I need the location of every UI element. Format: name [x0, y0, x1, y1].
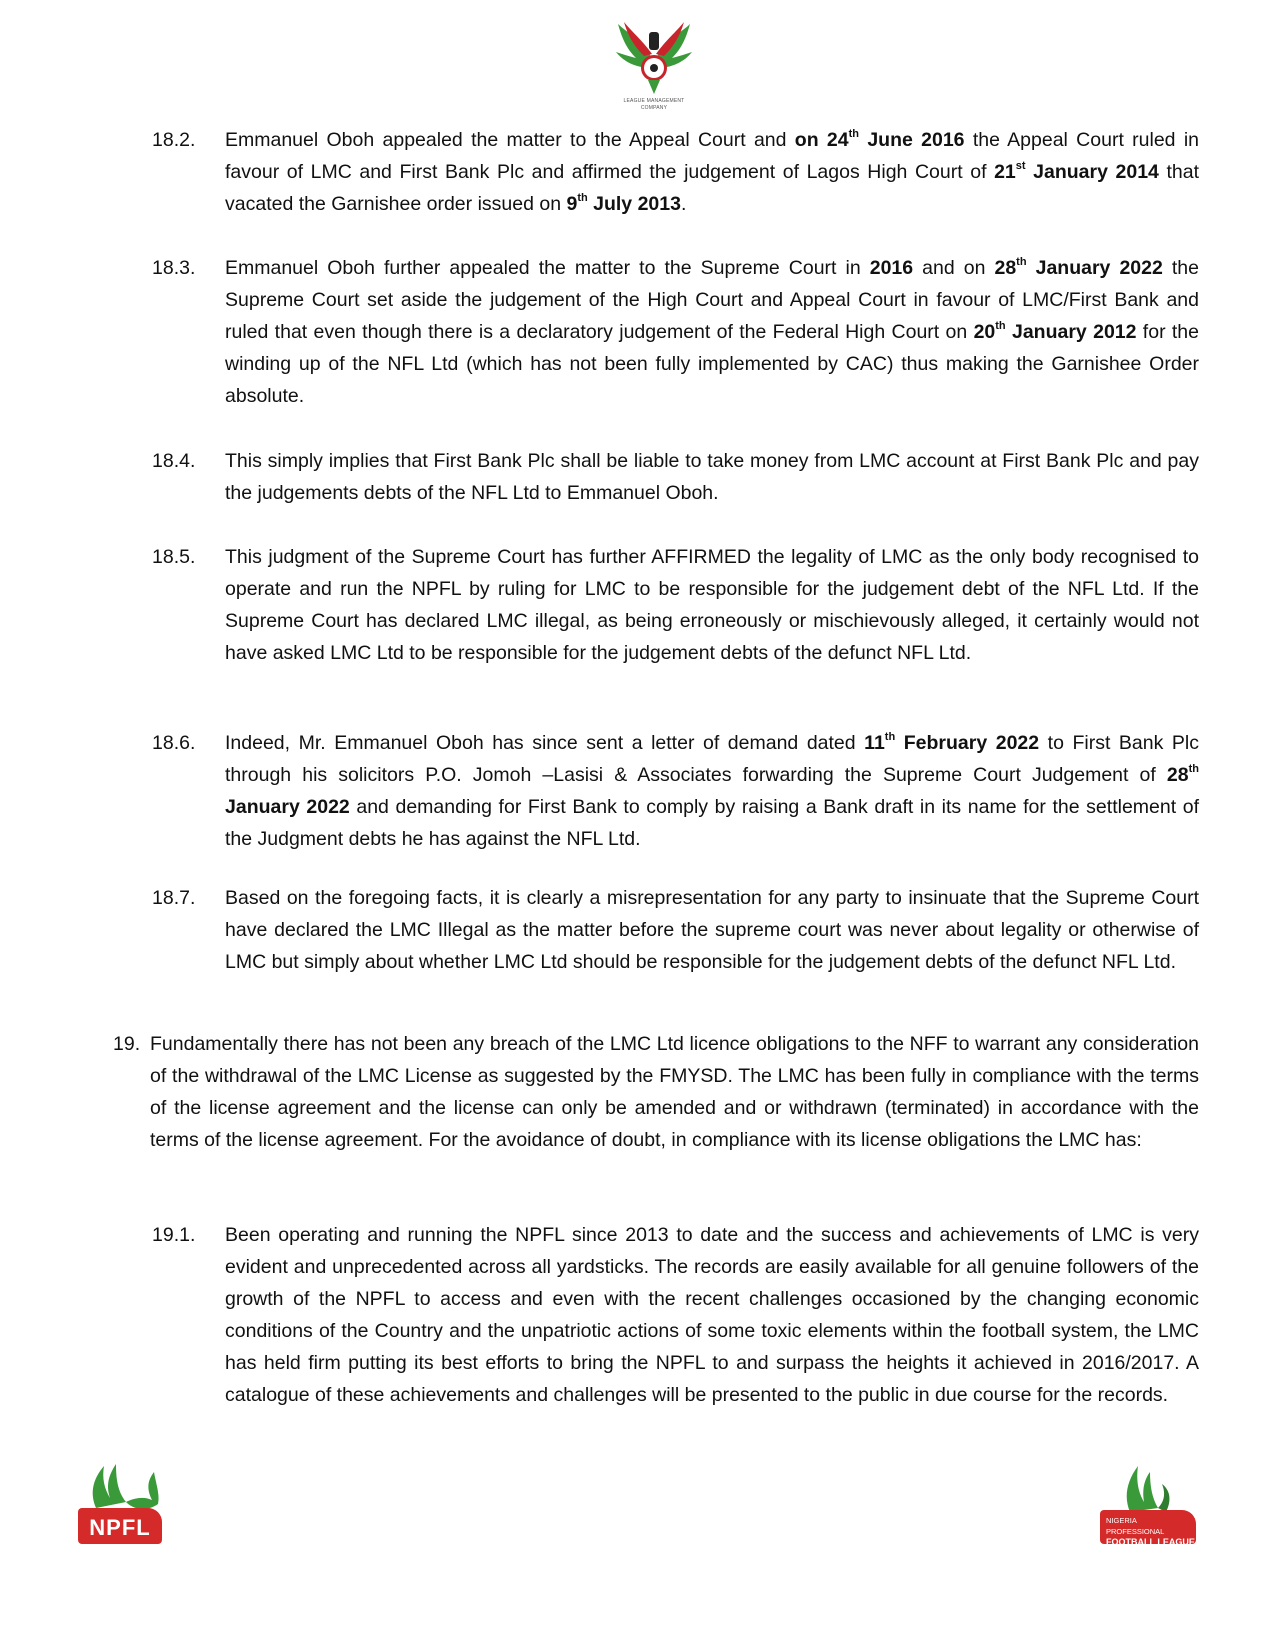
ordinal-suffix: th	[884, 730, 896, 743]
ordinal-suffix: th	[1016, 255, 1027, 268]
text-run: and on	[913, 257, 995, 279]
bold-text: June 2016	[859, 129, 965, 151]
text-run: This judgment of the Supreme Court has further AFFIRMED the legality of LMC as the only body recognised to operate and run the NPFL by ruling for LMC to be responsible for the judgement debt of the NFL Ltd. If the Supreme Court has declared LMC illegal, as being erroneously or mischievously alleged, it certainly would not have asked LMC Ltd to be responsible for the judgement debts of the defunct NFL Ltd.	[225, 546, 1199, 664]
text-run: the Appeal Court ruled in favour of LMC and First Bank Plc and affirmed the judgement of Lagos High Court of	[225, 129, 1200, 183]
ordinal-suffix: th	[848, 127, 860, 140]
bold-text: 28	[994, 257, 1017, 279]
paragraph-text	[225, 541, 1199, 669]
paragraph-18-7	[0, 882, 1199, 978]
text-run: that vacated the Garnishee order issued on	[225, 161, 1199, 215]
bold-text: February 2022	[895, 732, 1040, 754]
bold-text: 21	[994, 161, 1016, 183]
text-run: This simply implies that First Bank Plc shall be liable to take money from LMC account at First Bank Plc and pay the judgements debts of the NFL Ltd to Emmanuel Oboh.	[225, 450, 1199, 504]
bold-text: January 2014	[1025, 161, 1159, 183]
paragraph-number: 18.4.	[152, 450, 196, 472]
paragraph-text	[225, 1219, 1199, 1411]
bold-text: July 2013	[587, 193, 681, 215]
eagle-wings-icon	[76, 1458, 168, 1514]
paragraph-18-6	[0, 727, 1199, 855]
npfl-wordmark-badge	[1100, 1510, 1196, 1547]
npfl-wordmark-line2: FOOTBALL LEAGUE	[1106, 1537, 1195, 1547]
paragraph-number: 18.5.	[152, 546, 196, 568]
paragraph-19	[0, 1028, 1199, 1156]
paragraph-19-1	[0, 1219, 1199, 1411]
npfl-badge-text: NPFL	[89, 1515, 151, 1540]
paragraph-18-5	[0, 541, 1199, 669]
paragraph-text	[225, 882, 1199, 978]
ordinal-suffix: th	[577, 191, 588, 204]
bold-text: January 2022	[225, 796, 350, 818]
bold-text: 20	[973, 321, 996, 343]
paragraph-number: 18.2.	[152, 129, 196, 151]
text-run: Fundamentally there has not been any breach of the LMC Ltd licence obligations to the NFF to warrant any consideration of the withdrawal of the LMC License as suggested by the FMYSD. The LMC has been fully in compliance with the terms of the license agreement and the license can only be amended and or withdrawn (terminated) in accordance with the terms of the license agreement. For the avoidance of doubt, in compliance with its license obligations the LMC has:	[150, 1033, 1199, 1151]
text-run: the Supreme Court set aside the judgement of the High Court and Appeal Court in favour of LMC/First Bank and ruled that even though there is a declaratory judgement of the Federal High Court on	[225, 257, 1199, 343]
bold-text: 28	[1166, 764, 1189, 786]
eagle-crest-icon	[612, 18, 696, 98]
npfl-logo-right	[1100, 1462, 1200, 1558]
npfl-logo-left	[76, 1458, 168, 1548]
paragraph-number: 18.6.	[152, 732, 196, 754]
ordinal-suffix: st	[1015, 159, 1026, 172]
text-run: Been operating and running the NPFL since 2013 to date and the success and achievements of LMC is very evident and unprecedented across all yardsticks. The records are easily available for all genuine followers of the growth of the NPFL to access and even with the recent challenges occasioned by the changing economic conditions of the Country and the unpatriotic actions of some toxic elements within the football system, the LMC has held firm putting its best efforts to bring the NPFL to and surpass the heights it achieved in 2016/2017. A catalogue of these achievements and challenges will be presented to the public in due course for the records.	[225, 1224, 1199, 1406]
paragraph-text	[150, 1028, 1199, 1156]
ordinal-suffix: th	[1188, 762, 1199, 775]
bold-text: 9	[566, 193, 578, 215]
paragraph-number: 19.	[113, 1033, 141, 1055]
paragraph-18-4	[0, 445, 1199, 509]
paragraph-text	[225, 727, 1199, 855]
bold-text: 2016	[869, 257, 914, 279]
bold-text: January 2022	[1026, 257, 1163, 279]
lmc-logo	[612, 18, 696, 114]
text-run: .	[680, 193, 687, 215]
text-run: to First Bank Plc through his solicitors P.O. Jomoh –Lasisi & Associates forwarding the Supreme Court Judgement of	[225, 732, 1200, 786]
paragraph-number: 18.7.	[152, 887, 196, 909]
paragraph-18-3	[0, 252, 1199, 412]
eagle-icon	[1100, 1462, 1200, 1516]
lmc-logo-caption-line2: COMPANY	[640, 105, 668, 111]
npfl-badge	[78, 1508, 162, 1544]
text-run: Indeed, Mr. Emmanuel Oboh has since sent a letter of demand dated	[225, 732, 865, 754]
text-run: and demanding for First Bank to comply by raising a Bank draft in its name for the settlement of the Judgment debts he has against the NFL Ltd.	[225, 796, 1199, 850]
paragraph-number: 18.3.	[152, 257, 196, 279]
paragraph-text	[225, 445, 1199, 509]
bold-text: January 2012	[1005, 321, 1137, 343]
paragraph-text	[225, 252, 1199, 412]
paragraph-18-2	[0, 124, 1199, 220]
text-run: Emmanuel Oboh appealed the matter to the Appeal Court and	[225, 129, 795, 151]
lmc-logo-caption-line1: LEAGUE MANAGEMENT	[623, 98, 685, 104]
text-run: for the winding up of the NFL Ltd (which has not been fully implemented by CAC) thus making the Garnishee Order absolute.	[225, 321, 1199, 407]
paragraph-text	[225, 124, 1199, 220]
npfl-wordmark-line1: NIGERIA PROFESSIONAL	[1106, 1516, 1165, 1536]
ordinal-suffix: th	[995, 319, 1006, 332]
text-run: Emmanuel Oboh further appealed the matter to the Supreme Court in	[225, 257, 870, 279]
text-run: Based on the foregoing facts, it is clearly a misrepresentation for any party to insinuate that the Supreme Court have declared the LMC Illegal as the matter before the supreme court was never about legality or otherwise of LMC but simply about whether LMC Ltd should be responsible for the judgement debts of the defunct NFL Ltd.	[225, 887, 1199, 973]
bold-text: on 24	[794, 129, 849, 151]
bold-text: 11	[864, 732, 885, 754]
paragraph-number: 19.1.	[152, 1224, 196, 1246]
